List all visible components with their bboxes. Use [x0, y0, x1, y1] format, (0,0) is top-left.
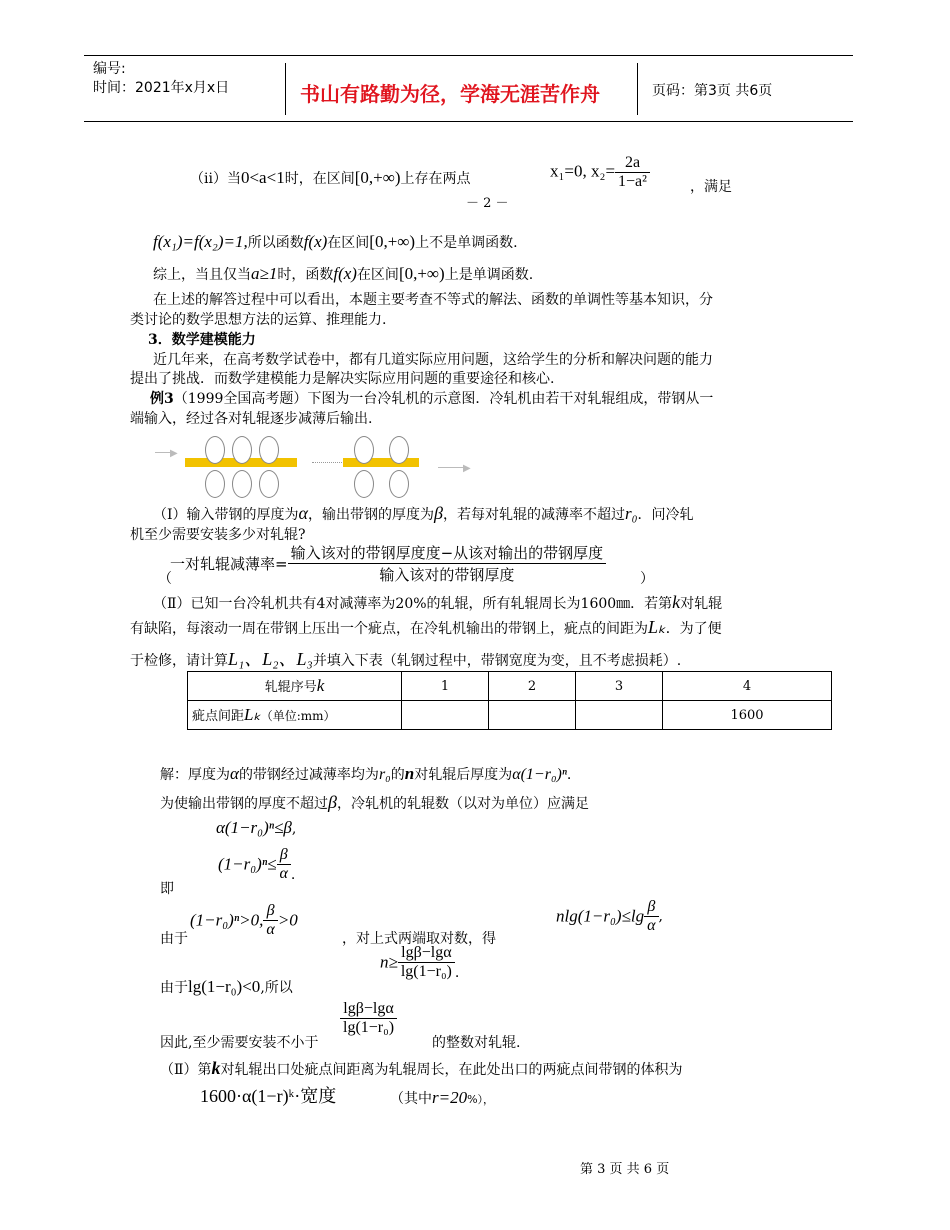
solution-line1: 解：厚度为α的带钢经过减薄率均为r₀的n对轧辊后厚度为α(1−r₀)ⁿ.	[160, 764, 572, 783]
table-row	[188, 701, 832, 730]
table-col-4: 4	[663, 672, 832, 701]
inequality-1: α(1−r₀)ⁿ≤β,	[216, 818, 297, 837]
para-process-line2: 类讨论的数学思想方法的运算、推理能力.	[130, 312, 387, 328]
para-ii: （ii）当0<a<1时，在区间[0,+∞)上存在两点	[190, 168, 471, 187]
part-i-line2: 机至少需要安装多少对轧辊?	[130, 527, 306, 543]
serial-label: 编号:	[93, 61, 126, 77]
n-bound: n≥ $\frac{\lg\beta-\lg\alpha}{\text{lg(1−r₀)}}$ .	[380, 944, 460, 981]
youyu-label: 由于	[160, 931, 188, 947]
steel-strip-right	[343, 458, 419, 467]
line-summary: 综上，当且仅当a≥1时，函数f(x)在区间[0,+∞)上是单调函数.	[153, 264, 534, 283]
dotted-connector	[312, 462, 342, 463]
roller-bottom-1	[205, 470, 225, 498]
header-motto: 书山有路勤为径，学海无涯苦作舟	[300, 82, 600, 106]
volume-note: （其中r=20%），	[390, 1088, 495, 1107]
table-cell-L2[interactable]	[489, 701, 576, 730]
header-divider-right	[637, 63, 638, 115]
def-open-paren: （	[158, 571, 172, 587]
table-cell-L3[interactable]	[576, 701, 663, 730]
roller-top-3	[259, 436, 279, 464]
part-i-line1: （Ⅰ）输入带钢的厚度为α，输出带钢的厚度为β，若每对轧辊的减薄率不超过r₀．问冷轧	[153, 503, 694, 523]
roller-bottom-2	[232, 470, 252, 498]
example-3: 例3（1999全国高考题）下图为一台冷轧机的示意图．冷轧机由若干对轧辊组成，带钢从一	[150, 391, 714, 407]
roller-top-4	[354, 436, 374, 464]
table-col-3: 3	[576, 672, 663, 701]
footer-page-number: 第 3 页 共 6 页	[580, 1162, 670, 1177]
conclusion-b: 的整数对轧辊.	[432, 1035, 521, 1051]
roller-bottom-3	[259, 470, 279, 498]
time-label: 时间：2021年x月x日	[93, 80, 230, 96]
solution-line2: 为使输出带钢的厚度不超过β，冷轧机的轧辊数（以对为单位）应满足	[160, 792, 589, 812]
part-ii-line1: （Ⅱ）已知一台冷轧机共有4对减薄率为20%的轧辊，所有轧辊周长为1600㎜．若第k对轧辊	[153, 592, 723, 612]
positivity-condition: (1−r₀)ⁿ>0, $\frac{\beta}{\alpha}$ >0	[190, 902, 298, 938]
para-process-line1: 在上述的解答过程中可以看出，本题主要考查不等式的解法、函数的单调性等基本知识，分	[153, 292, 713, 308]
output-arrow-head: ▶	[463, 463, 471, 474]
x-points: x₁=0, x₂= $\frac{2a}{\text{1−a²}}$	[550, 154, 650, 191]
conclusion-a: 因此,至少需要安装不小于	[160, 1035, 319, 1051]
table-col-1: 1	[402, 672, 489, 701]
example-3-line2: 端输入，经过各对轧辊逐步减薄后输出.	[130, 411, 373, 427]
header-divider-left	[285, 63, 286, 115]
roller-top-1	[205, 436, 225, 464]
page-info: 页码：第3页 共6页	[652, 83, 773, 99]
section-3-heading: 3．数学建模能力	[148, 332, 256, 348]
para-model-line2: 提出了挑战．而数学建模能力是解决实际应用问题的重要途径和核心.	[130, 371, 555, 387]
roller-top-5	[389, 436, 409, 464]
table-col-2: 2	[489, 672, 576, 701]
header-top-rule	[84, 55, 853, 56]
log-negative-line: 由于lg(1−r₀)<0,所以	[160, 977, 293, 996]
table-cell-L4: 1600	[663, 701, 832, 730]
volume-expression: 1600·α(1−r)ᵏ·宽度	[200, 1086, 337, 1106]
defect-spacing-table	[187, 671, 832, 730]
part-ii-line2: 有缺陷，每滚动一周在带钢上压出一个疵点，在冷轧机输出的带钢上，疵点的间距为Lₖ．为了便	[130, 617, 722, 637]
table-header-roller-index: 轧辊序号k	[188, 672, 402, 701]
roller-top-2	[232, 436, 252, 464]
solution-part-ii: （Ⅱ）第k对轧辊出口处疵点间距离为轧辊周长，在此处出口的两疵点间带钢的体积为	[160, 1058, 683, 1078]
line-fx: f(x₁)=f(x₂)=1,所以函数f(x)在区间[0,+∞)上不是单调函数.	[153, 232, 518, 251]
roller-bottom-4	[354, 470, 374, 498]
take-log-text: ，对上式两端取对数，得	[342, 931, 496, 947]
header-bottom-rule	[84, 121, 853, 122]
def-close-paren: ）	[640, 571, 654, 587]
log-inequality: nlg(1−r₀)≤lg $\frac{\beta}{\alpha}$ ,	[556, 898, 663, 934]
para-ii-suffix: ，满足	[690, 179, 732, 195]
para-model-line1: 近几年来，在高考数学试卷中，都有几道实际应用问题，这给学生的分析和解决问题的能力	[153, 352, 713, 368]
ji-label: 即	[160, 881, 174, 897]
reduction-rate-definition: 一对轧辊减薄率= $\frac{\text{输入该对的带钢厚度度−从该对输出的带钢厚度}}{\text{输入该对的带钢厚度}}$	[170, 542, 606, 585]
roller-bottom-5	[389, 470, 409, 498]
conclusion-fraction: $\frac{\lg\beta-\lg\alpha}{\text{lg(1−r₀)}}$	[340, 1000, 397, 1037]
input-arrow-head: ▶	[170, 448, 178, 459]
inequality-2: (1−r₀)ⁿ≤ $\frac{\beta}{\alpha}$ .	[218, 846, 296, 883]
part-ii-line3: 于检修，请计算L₁、L₂、L₃并填入下表（轧钢过程中，带钢宽度为变，且不考虑损耗）.	[130, 649, 682, 669]
table-row	[188, 672, 832, 701]
table-header-spacing: 疵点间距Lₖ（单位:mm）	[188, 701, 402, 730]
table-cell-L1[interactable]	[402, 701, 489, 730]
inline-page-number: － 2 －	[466, 196, 509, 211]
